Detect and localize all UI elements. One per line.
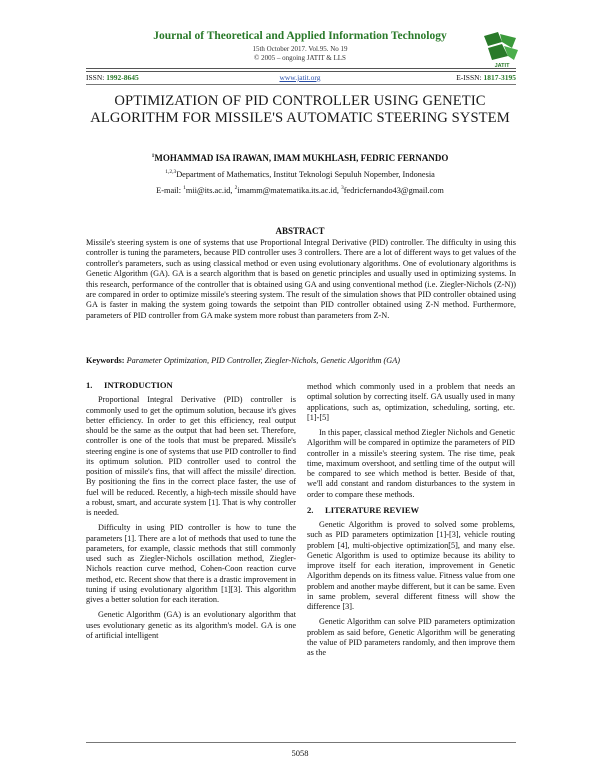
affiliation-text: Department of Mathematics, Institut Teknologi Sepuluh Nopember, Indonesia — [176, 170, 435, 179]
email-3: fedricfernando43@gmail.com — [343, 186, 444, 195]
paragraph: In this paper, classical method Ziegler Nichols and Genetic Algorithm will be compared in optimize the parameters of PID controller in a missile's steering system. The rise time, peak time, maximum overshoot, and settling time of the output will be compared to see which method is better. Beside of that, we'll add constant and random disturbances to the system in order to compare these methods. — [307, 428, 515, 499]
authors: $^1$MOHAMMAD ISA IRAWAN, IMAM MUKHLASH, FEDRIC FERNANDO — [151, 153, 449, 163]
journal-url-link[interactable]: www.jatit.org — [279, 73, 321, 82]
header-rule — [86, 68, 516, 72]
eissn — [456, 73, 516, 82]
email-1: mii@its.ac.id, — [185, 186, 233, 195]
right-column — [307, 382, 515, 663]
keywords — [86, 356, 516, 366]
issn-label: ISSN: — [86, 73, 105, 82]
copyright-line: © 2005 – ongoing JATIT & LLS — [254, 54, 346, 62]
keywords-text: Parameter Optimization, PID Controller, Ziegler-Nichols, Genetic Algorithm (GA) — [126, 356, 400, 365]
footer-rule — [86, 742, 516, 743]
section-number: 1. — [86, 380, 93, 390]
section-title: LITERATURE REVIEW — [325, 504, 420, 515]
eissn-label: E-ISSN: — [456, 73, 482, 82]
section-number: 2. — [307, 504, 314, 515]
paragraph: Genetic Algorithm is proved to solved some problems, such as PID parameters optimization [1]-[3], vehicle routing problem [4], multi-objective optimization[5], and many else. Genetic Algorithm is used to optimize because its ability to improve itself for each iteration, improvement in Genetic Algorithm depends on its fitness value. Fitness value from one problem and another maybe different, but it can be same. Even in same problem, several different fitness will show the difference [3]. — [307, 520, 515, 611]
emails: E-mail: $^1$mii@its.ac.id, $^2$imamm@matematika.its.ac.id, $^3$fedricfernando43@gmail.com — [156, 185, 444, 195]
paragraph: Genetic Algorithm can solve PID parameters optimization problem as said before, Genetic Algorithm will be generating the value of PID parameters randomly, and then improve them as the — [307, 617, 515, 657]
left-column — [86, 380, 296, 646]
paper-title: OPTIMIZATION OF PID CONTROLLER USING GENETIC ALGORITHM FOR MISSILE'S AUTOMATIC STEERING SYSTEM — [90, 93, 510, 126]
paragraph: Genetic Algorithm (GA) is an evolutionary algorithm that uses evolutionary genetic as its algorithm's model. GA is one of artificial intelligent — [86, 610, 296, 640]
section-title: INTRODUCTION — [104, 380, 173, 390]
eissn-value: 1817-3195 — [483, 73, 516, 82]
abstract-text: Missile's steering system is one of systems that use Proportional Integral Derivative (PID) controller. The difficulty in using this controller is tuning the parameters, because PID controller uses 3 controllers. There are a lot of different ways to get values of the controller's parameters, such as using classical method or even using evolutionary algorithms. One of evolutionary algorithms is Genetic Algorithm (GA). GA is a search algorithm that is based on genetic principles and usually used in optimizing systems. In this research, performance of the controller that is obtained using GA and using conventional method (i.e. Ziegler-Nichols (Z-N)) are compared in order to optimize missile's steering system. The result of the simulation shows that PID controller obtained using GA is faster in making the system going towards the setpoint than PID controller obtained using Z-N method. Furthermore, parameters of PID controller from GA make system more robust than parameters from Z-N. — [86, 238, 516, 320]
email-2: imamm@matematika.its.ac.id, — [237, 186, 339, 195]
paragraph: Proportional Integral Derivative (PID) controller is commonly used to get the optimum solution, because it's gives better efficiency. In order to get this efficiency, real output should be the same as the output that had been set. Therefore, controller is one of the tools that must be prepared. Missile's steering engine is one of systems that use PID controller to find its optimum solution. PID controller used to control the position of missile's fins, that will affect the missile' direction. By positioning the fins in the correct place faster, the use of fuel will be reduced. Recently, a high-tech missile should have a robust, smart, and accurate system [1]. That is why controller is needed. — [86, 395, 296, 517]
logo-text: JATIT — [494, 63, 510, 69]
email-label: E-mail: — [156, 186, 182, 195]
paragraph-continued: method which commonly used in a problem that needs an optimal solution by correcting itself. GA usually used in many applications, such as, optimization, scheduling, sorting, etc. [1]-[5] — [307, 382, 515, 422]
journal-name: Journal of Theoretical and Applied Information Technology — [153, 30, 447, 42]
authors-text: MOHAMMAD ISA IRAWAN, IMAM MUKHLASH, FEDRIC FERNANDO — [154, 153, 449, 163]
section-heading-introduction — [86, 380, 296, 390]
header-rule-bottom — [86, 84, 516, 85]
paragraph: Difficulty in using PID controller is how to tune the parameters [1]. There are a lot of methods that used to tune the parameters, for example, classic methods that still commonly used such as Ziegler-Nichols oscillation method, Ziegler-Nichols reaction curve method, Cohen-Coon reaction curve method, etc. Recent show that there is a drastic improvement in tuning if using evolutionary algorithm [1][3]. This algorithm gives a better solution for each iteration. — [86, 523, 296, 604]
section-heading-literature-review — [307, 505, 515, 515]
page-number: 5058 — [291, 748, 309, 758]
journal-logo-icon — [478, 30, 522, 66]
keywords-label: Keywords: — [86, 356, 125, 365]
issn-value: 1992-8645 — [106, 73, 139, 82]
affiliation: $^{1,2,3}$Department of Mathematics, Institut Teknologi Sepuluh Nopember, Indonesia — [165, 169, 435, 179]
abstract-heading: ABSTRACT — [275, 226, 325, 236]
issue-line: 15th October 2017. Vol.95. No 19 — [252, 45, 348, 53]
